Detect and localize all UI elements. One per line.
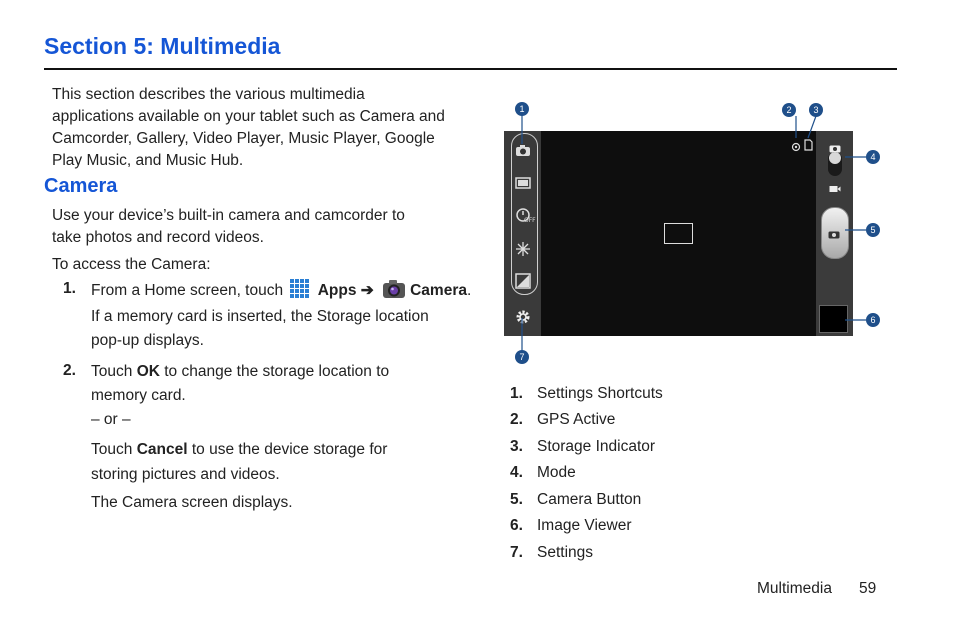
step-1-number: 1. <box>63 280 76 297</box>
legend-label-6: Image Viewer <box>537 517 632 534</box>
legend-num-1: 1. <box>510 385 523 402</box>
step-1-note: If a memory card is inserted, the Storage location pop-up displays. <box>91 308 429 349</box>
callout-leader-lines <box>500 100 890 370</box>
callout-1: 1 <box>515 102 529 116</box>
apps-icon <box>289 278 311 300</box>
step-2-post: to change the storage location to memory card. <box>91 363 390 404</box>
legend-label-4: Mode <box>537 464 576 481</box>
apps-label: Apps <box>317 282 357 299</box>
intro-paragraph: This section describes the various multimedia applications available on your tablet such as Camera and Camcorder, Gallery, Video Player, Music Player, Google Play Music, and Music Hub. <box>52 86 445 169</box>
page-title: Section 5: Multimedia <box>44 33 281 59</box>
camera-app-icon <box>382 279 406 299</box>
camera-description: Use your device’s built-in camera and camcorder to take photos and record videos. <box>52 207 405 246</box>
camera-screen-displays: The Camera screen displays. <box>91 494 293 511</box>
legend-label-1: Settings Shortcuts <box>537 385 663 402</box>
arrow-glyph: ➔ <box>360 282 374 299</box>
step-2-alt-text <box>91 437 431 487</box>
callout-4: 4 <box>866 150 880 164</box>
camera-label: Camera <box>410 282 467 299</box>
step-1-text <box>91 278 471 302</box>
svg-text:OFF: OFF <box>524 217 536 224</box>
access-instructions: To access the Camera: <box>52 256 211 273</box>
legend-num-2: 2. <box>510 411 523 428</box>
step-1-pre: From a Home screen, touch <box>91 282 284 299</box>
legend-label-5: Camera Button <box>537 491 642 508</box>
legend-num-6: 6. <box>510 517 523 534</box>
step-2-pre: Touch <box>91 363 133 380</box>
title-divider <box>44 68 897 70</box>
legend-num-3: 3. <box>510 438 523 455</box>
footer-section-name: Multimedia <box>757 580 832 597</box>
footer-page-number: 59 <box>859 580 877 597</box>
step-2-post2: to use the device storage for storing pictures and videos. <box>91 441 388 483</box>
legend-label-7: Settings <box>537 544 594 561</box>
step-1-period: . <box>466 282 472 299</box>
legend-label-3: Storage Indicator <box>537 438 656 455</box>
or-separator: – or – <box>91 411 131 428</box>
step-2-pre2: Touch <box>91 441 133 458</box>
legend-num-4: 4. <box>510 464 523 481</box>
legend-num-7: 7. <box>510 544 523 561</box>
cancel-label: Cancel <box>136 441 188 458</box>
callout-7: 7 <box>515 350 529 364</box>
callout-2: 2 <box>782 103 796 117</box>
step-2-number: 2. <box>63 362 76 379</box>
callout-3: 3 <box>809 103 823 117</box>
step-2-text <box>91 360 411 408</box>
camera-heading: Camera <box>44 175 118 197</box>
callout-6: 6 <box>866 313 880 327</box>
callout-5: 5 <box>866 223 880 237</box>
legend-label-2: GPS Active <box>537 411 616 428</box>
ok-label: OK <box>136 363 160 380</box>
legend-num-5: 5. <box>510 491 523 508</box>
